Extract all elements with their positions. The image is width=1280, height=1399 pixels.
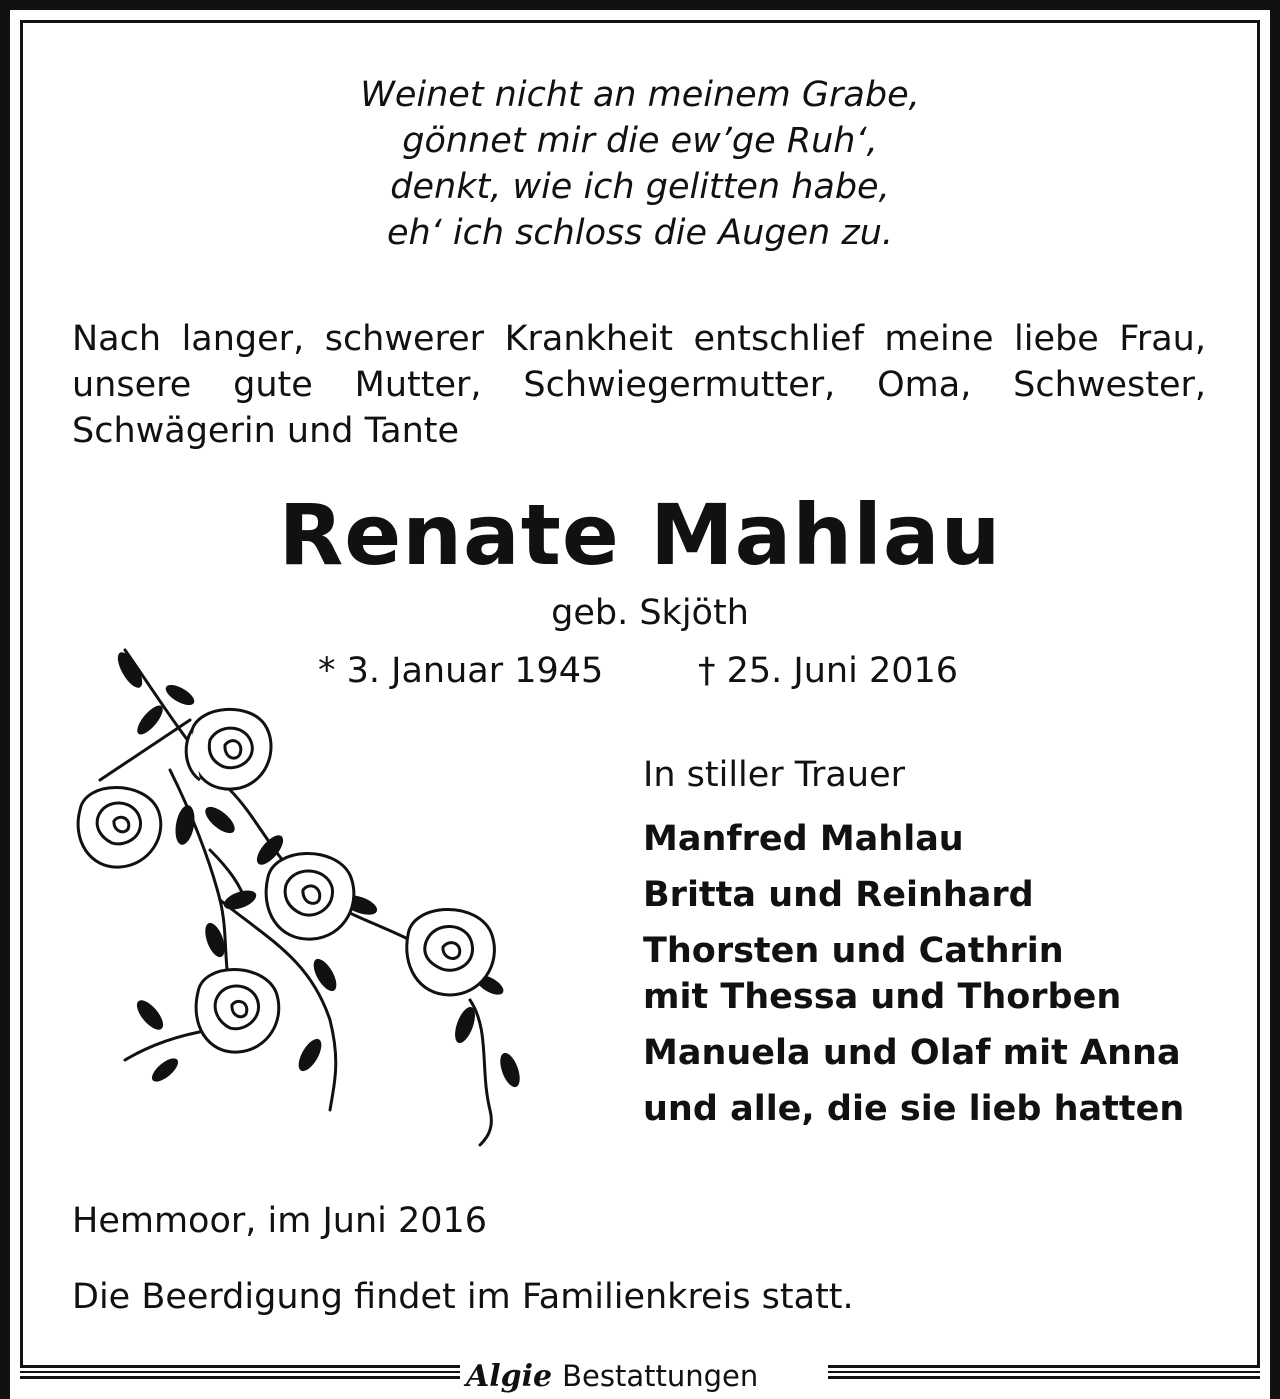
family-entry [643,816,1184,862]
deceased-name: Renate Mahlau [278,486,1002,584]
family-line: Manuela und Olaf mit Anna [643,1033,1181,1073]
intro-text [72,316,1206,454]
poem-line: denkt, wie ich gelitten habe, [390,167,890,207]
undertaker-label: Bestattungen [562,1359,759,1393]
maiden-name: geb. Skjöth [551,593,749,633]
family-list [643,816,1184,1142]
funeral-note: Die Beerdigung findet im Familienkreis statt. [72,1277,854,1317]
poem-line: gönnet mir die ew’ge Ruh‘, [402,121,878,161]
mourning-label: In stiller Trauer [643,755,905,795]
family-entry [643,928,1184,1020]
family-entry [643,1086,1184,1132]
family-line: mit Thessa und Thorben [643,977,1122,1017]
bottom-rule-right [828,1365,1260,1379]
bottom-rule-left [20,1365,460,1379]
family-line: und alle, die sie lieb hatten [643,1089,1185,1129]
poem-line: eh‘ ich schloss die Augen zu. [386,213,894,253]
place-date: Hemmoor, im Juni 2016 [72,1201,488,1241]
birth-date: * 3. Januar 1945 [318,651,604,691]
poem [0,72,1280,256]
death-date: † 25. Juni 2016 [698,651,959,691]
family-entry [643,872,1184,918]
intro-line: Schwägerin und Tante [72,411,460,451]
family-entry [643,1030,1184,1076]
undertaker-signature [460,1354,764,1398]
roses-illustration [70,640,540,1150]
intro-line: Nach langer, schwerer Krankheit entschlief meine liebe Frau, [72,319,1206,359]
undertaker-logo: Algie [466,1358,553,1394]
family-line: Thorsten und Cathrin [643,931,1064,971]
poem-line: Weinet nicht an meinem Grabe, [360,75,920,115]
family-line: Britta und Reinhard [643,875,1034,915]
family-line: Manfred Mahlau [643,819,964,859]
intro-line: unsere gute Mutter, Schwiegermutter, Oma, Schwester, [72,365,1206,405]
